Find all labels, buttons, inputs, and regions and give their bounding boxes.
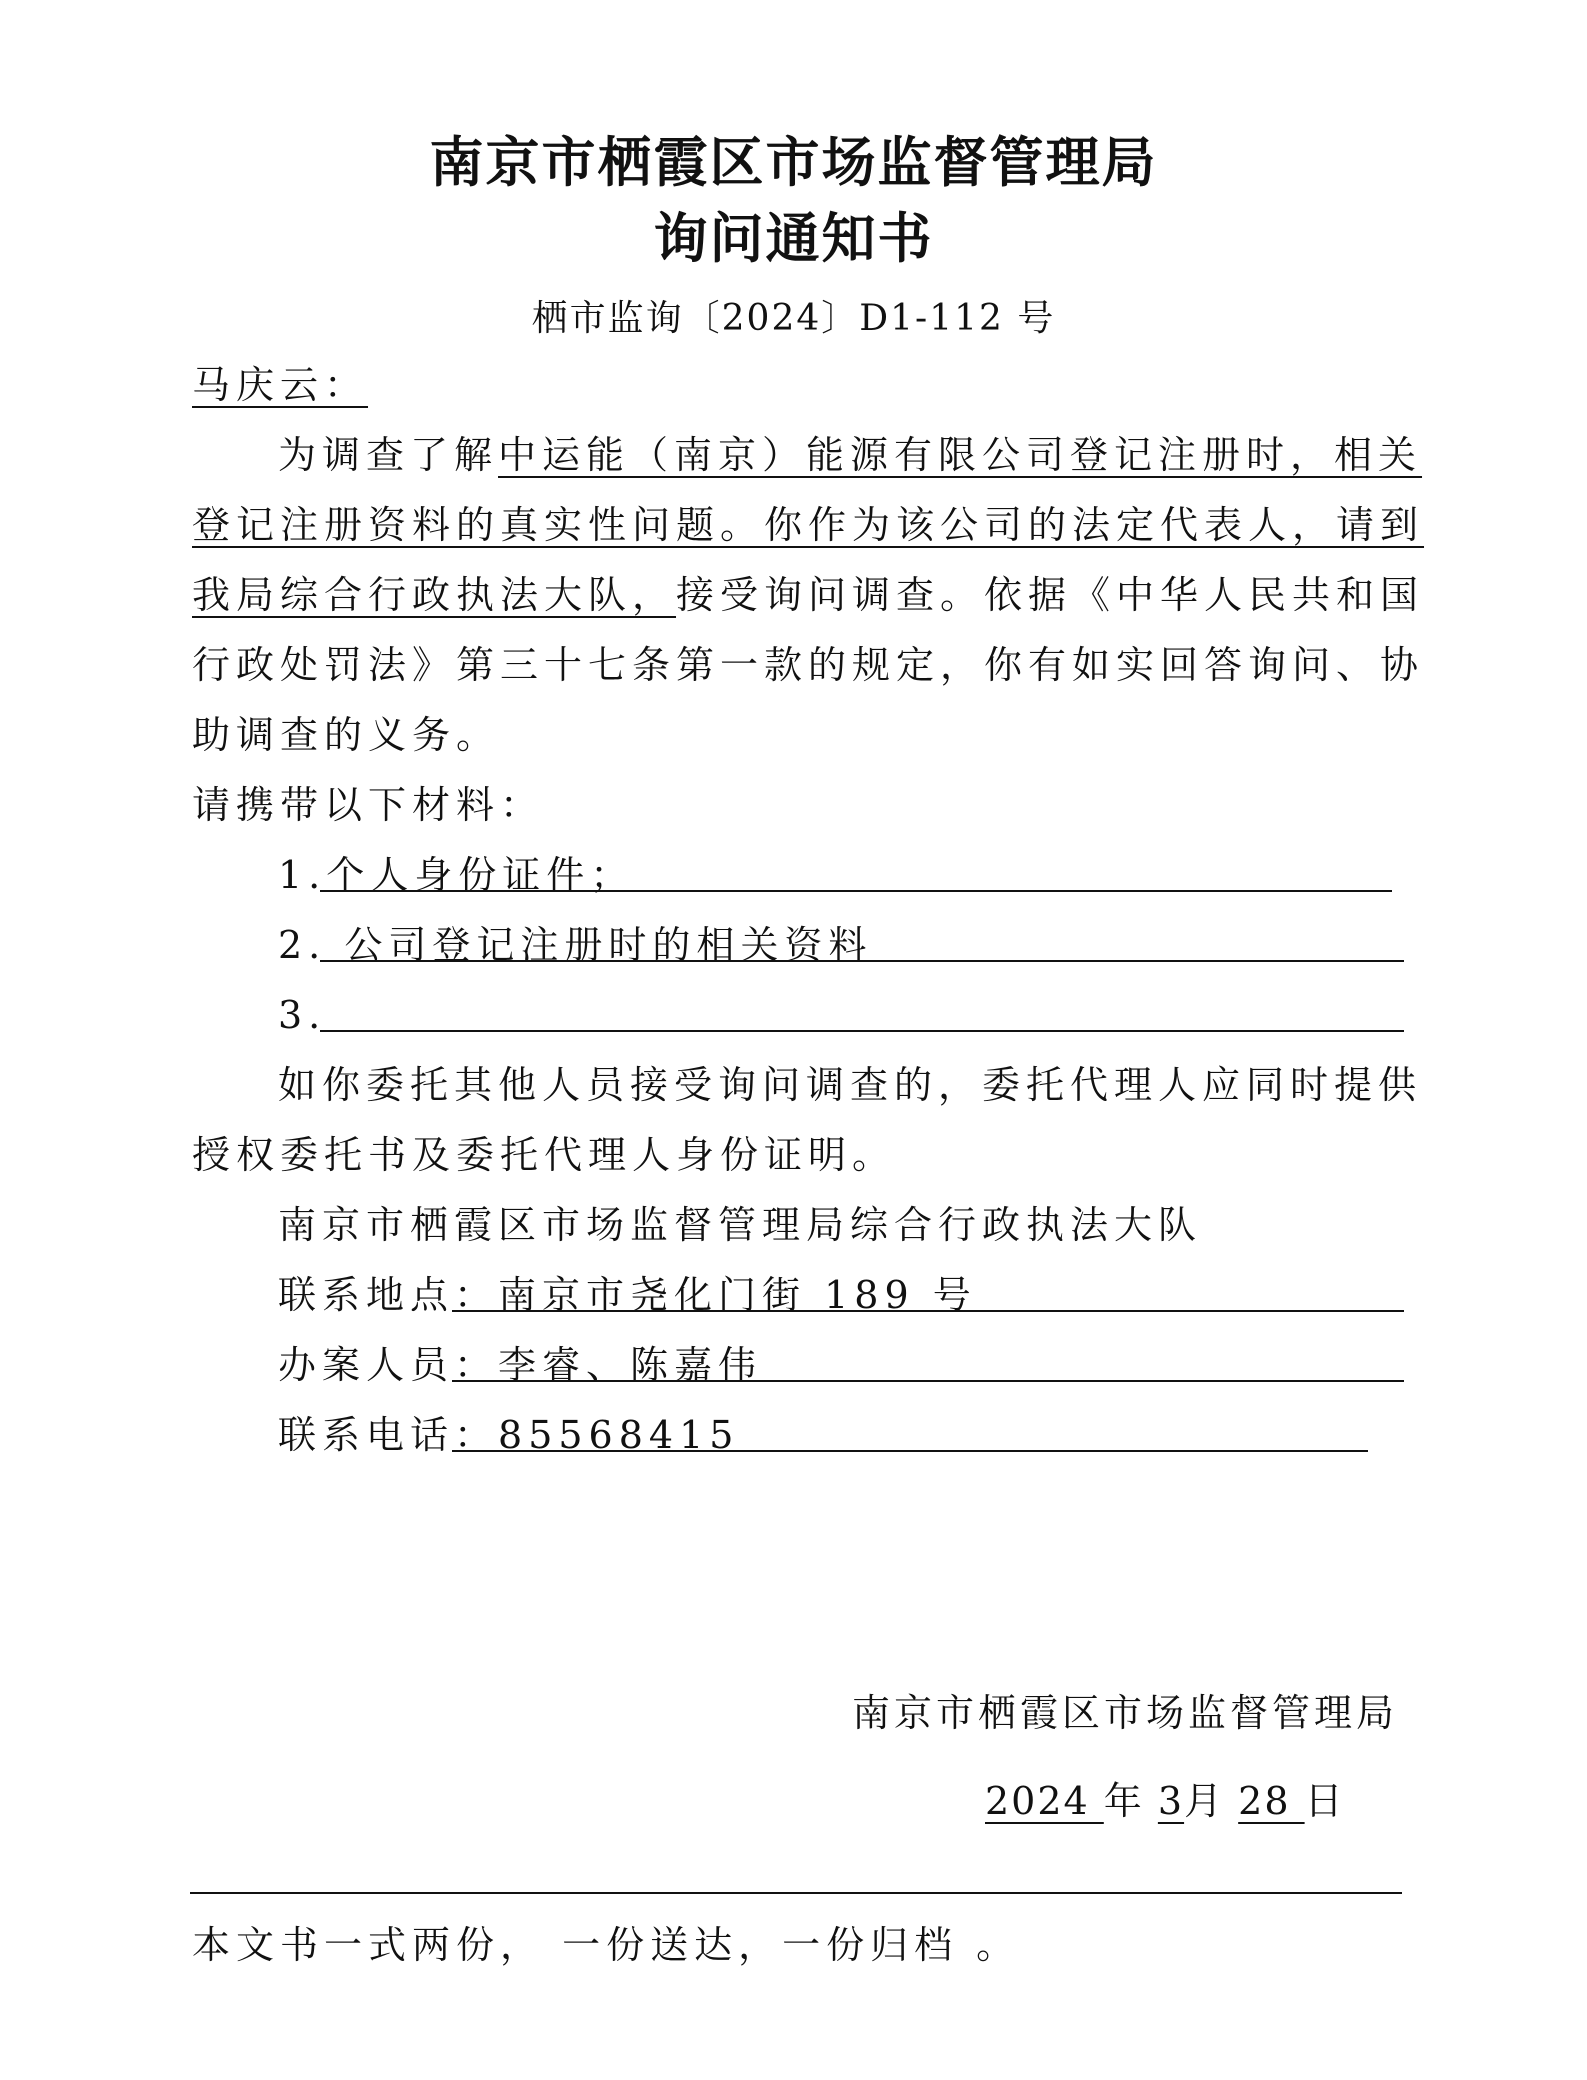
item2-underline [320,960,1404,962]
paragraph1-prefix: 为调查了解 [278,433,499,477]
paragraph2-line1: 如你委托其他人员接受询问调查的，委托代理人应同时提供 [278,1063,1423,1107]
paragraph1-underlined-2: 登记注册资料的真实性问题。你作为该公司的法定代表人，请到 [192,503,1425,547]
paragraph1-text-3: 接受询问调查。依据《中华人民共和国 [676,573,1425,617]
date-year-suffix: 年 [1103,1779,1158,1823]
staff-value: ：李睿、陈嘉伟 [454,1343,763,1387]
paragraph1-line5: 助调查的义务。 [192,713,501,757]
enforcement-team: 南京市栖霞区市场监督管理局综合行政执法大队 [278,1203,1203,1247]
footer-note: 本文书一式两份， 一份送达，一份归档 。 [192,1923,1021,1967]
addressee [192,362,368,408]
staff-label: 办案人员 [278,1343,455,1387]
footer-divider [190,1892,1402,1894]
paragraph1-underlined-3: 我局综合行政执法大队， [192,573,677,617]
item-number: 2. [278,923,327,967]
paragraph1-line4: 行政处罚法》第三十七条第一款的规定，你有如实回答询问、协 [192,643,1425,687]
item-text: 公司登记注册时的相关资料 [326,923,873,967]
date-month: 3 [1157,1779,1185,1823]
signature-org: 南京市栖霞区市场监督管理局 [852,1691,1399,1735]
phone-underline [452,1450,1368,1452]
staff-underline [452,1380,1404,1382]
paragraph2-line2: 授权委托书及委托代理人身份证明。 [192,1133,897,1177]
date-year: 2024 [985,1779,1104,1823]
date-day: 28 [1238,1779,1305,1823]
signature-date [985,1770,1345,1825]
address-value: ：南京市尧化门街 189 号 [454,1273,977,1317]
item-number: 3. [278,993,327,1037]
address-label: 联系地点 [278,1273,455,1317]
date-day-suffix: 日 [1304,1779,1345,1823]
paragraph1-line3 [192,572,1424,618]
document-title-agency: 南京市栖霞区市场监督管理局 [429,131,1158,194]
phone-label: 联系电话 [278,1413,455,1457]
document-number: 栖市监询〔2024〕D1-112 号 [531,298,1056,339]
paragraph1-underlined-1: 中运能（南京）能源有限公司登记注册时，相关 [498,433,1423,477]
item1-underline [320,890,1392,892]
materials-label: 请携带以下材料： [192,783,545,827]
item-number: 1. [278,853,327,897]
address-underline [452,1310,1404,1312]
addressee-name: 马庆云： [192,363,369,407]
document-title-type: 询问通知书 [653,207,934,270]
item3-underline [320,1030,1404,1032]
paragraph1-line2 [192,502,1424,548]
date-month-suffix: 月 [1184,1779,1239,1823]
phone-value: ：85568415 [454,1413,740,1457]
item-text: 个人身份证件； [326,853,635,897]
paragraph1-line1 [278,432,1422,478]
